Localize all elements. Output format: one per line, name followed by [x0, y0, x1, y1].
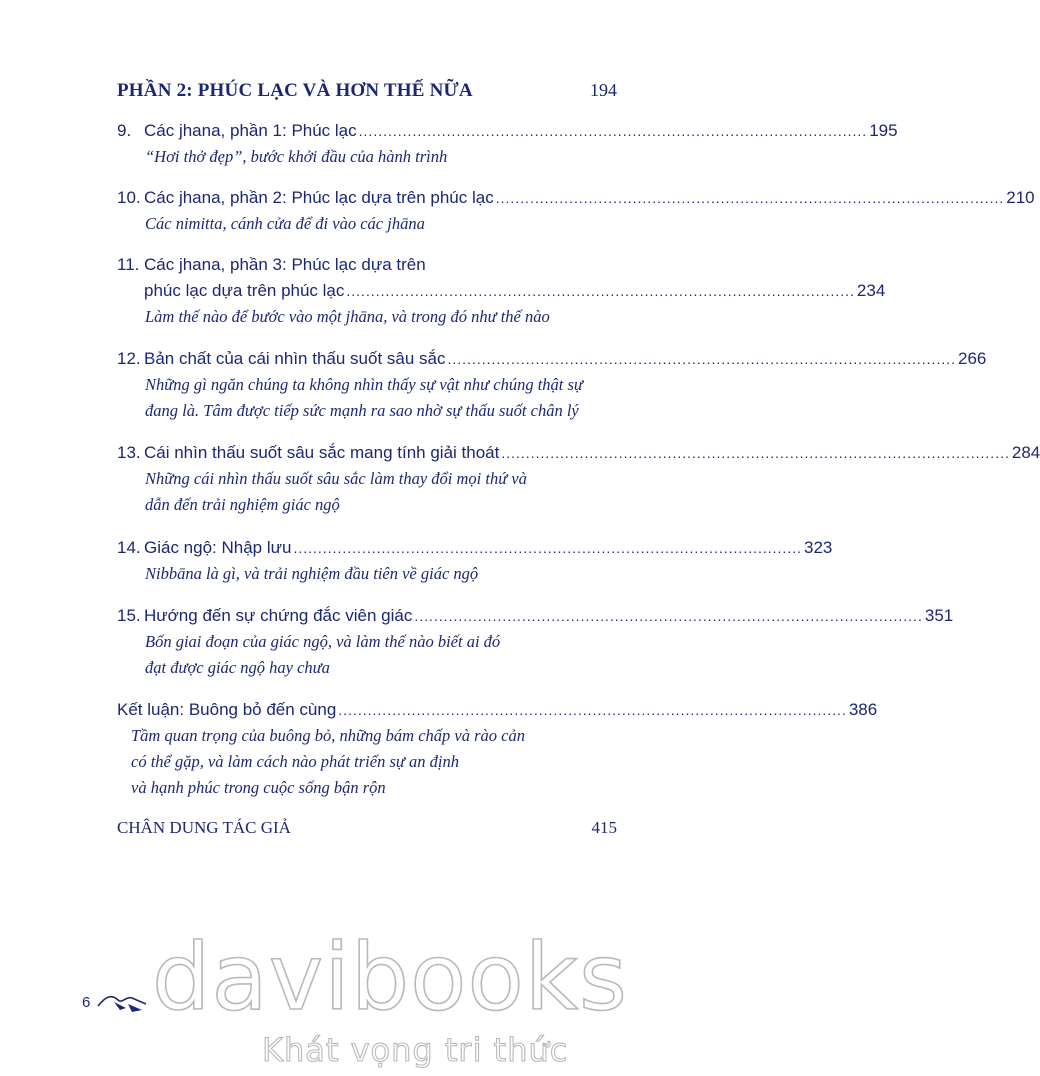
ornament-icon — [96, 990, 148, 1014]
part-page: 194 — [590, 80, 617, 100]
dot-leader: ........................................................................................................ — [414, 608, 923, 624]
toc-entry-10[interactable] — [117, 185, 1035, 237]
entry-number: 13. — [117, 443, 141, 462]
toc-entry-9[interactable] — [117, 118, 898, 170]
part-header — [117, 80, 617, 104]
toc-entry-15[interactable] — [117, 603, 954, 681]
entry-page: 266 — [958, 349, 987, 368]
entry-title: Kết luận: Buông bỏ đến cùng — [117, 700, 337, 719]
entry-subtitle: Những cái nhìn thấu suốt sâu sắc làm thay đổi mọi thứ và — [145, 469, 527, 488]
toc-entry-13[interactable] — [117, 440, 1040, 518]
entry-title: Bản chất của cái nhìn thấu suốt sâu sắc — [144, 349, 446, 368]
entry-subtitle: có thể gặp, và làm cách nào phát triển sự an định — [131, 752, 459, 771]
dot-leader: ........................................................................................................ — [358, 123, 868, 139]
entry-page: 234 — [856, 281, 886, 300]
entry-page: 284 — [1011, 443, 1040, 462]
entry-title: Hướng đến sự chứng đắc viên giác — [144, 606, 413, 625]
entry-page: 386 — [848, 700, 878, 719]
entry-page: 323 — [804, 538, 833, 557]
entry-subtitle: đang là. Tâm được tiếp sức mạnh ra sao nhờ sự thấu suốt chân lý — [145, 401, 579, 420]
watermark-brand: davibooks — [152, 924, 628, 1031]
entry-subtitle: đạt được giác ngộ hay chưa — [145, 658, 330, 677]
entry-subtitle: Làm thế nào để bước vào một jhāna, và trong đó như thế nào — [145, 307, 550, 326]
entry-subtitle: Các nimitta, cánh cửa để đi vào các jhāna — [145, 214, 425, 233]
entry-subtitle: dẫn đến trải nghiệm giác ngộ — [145, 495, 340, 514]
entry-page: 210 — [1006, 188, 1035, 207]
toc-entry-12[interactable] — [117, 346, 987, 424]
toc-entry-conclusion[interactable] — [117, 697, 878, 801]
dot-leader: ........................................................................................................ — [338, 702, 847, 718]
entry-title: Các jhana, phần 1: Phúc lạc — [144, 121, 357, 140]
entry-number: 11. — [117, 255, 140, 274]
author-page: 415 — [591, 818, 617, 837]
entry-number: 15. — [117, 606, 141, 625]
toc-entry-14[interactable] — [117, 535, 833, 587]
entry-number: 12. — [117, 349, 141, 368]
page-number: 6 — [82, 994, 91, 1011]
entry-number: 10. — [117, 188, 141, 207]
entry-subtitle: và hạnh phúc trong cuộc sống bận rộn — [131, 778, 386, 797]
entry-number: 14. — [117, 538, 141, 557]
dot-leader: ........................................................................................................ — [447, 351, 957, 367]
entry-title-line1: Các jhana, phần 3: Phúc lạc dựa trên — [144, 255, 426, 274]
entry-title: Các jhana, phần 2: Phúc lạc dựa trên phúc lạc — [144, 188, 494, 207]
entry-subtitle: Bốn giai đoạn của giác ngộ, và làm thế nào biết ai đó — [145, 632, 501, 651]
entry-page: 351 — [924, 606, 954, 625]
dot-leader: ........................................................................................................ — [293, 540, 802, 556]
entry-number: 9. — [117, 121, 132, 140]
entry-subtitle: Nibbāna là gì, và trải nghiệm đầu tiên về giác ngộ — [145, 564, 479, 583]
entry-title: Cái nhìn thấu suốt sâu sắc mang tính giải thoát — [144, 443, 500, 462]
entry-page: 195 — [869, 121, 898, 140]
entry-title: Giác ngộ: Nhập lưu — [144, 538, 292, 557]
dot-leader: ........................................................................................................ — [346, 283, 855, 299]
entry-title: phúc lạc dựa trên phúc lạc — [144, 281, 345, 300]
watermark-slogan: Khát vọng tri thức — [262, 1031, 569, 1069]
author-title: CHÂN DUNG TÁC GIẢ — [117, 818, 291, 837]
entry-subtitle: Tầm quan trọng của buông bỏ, những bám chấp và rào cản — [131, 726, 525, 745]
part-title: PHẦN 2: PHÚC LẠC VÀ HƠN THẾ NỮA — [117, 80, 473, 101]
entry-subtitle: “Hơi thở đẹp”, bước khởi đầu của hành trình — [145, 147, 448, 166]
dot-leader: ........................................................................................................ — [495, 190, 1005, 206]
entry-subtitle: Những gì ngăn chúng ta không nhìn thấy sự vật như chúng thật sự — [145, 375, 583, 394]
toc-entry-author[interactable] — [117, 818, 617, 844]
toc-entry-11[interactable] — [117, 252, 886, 330]
dot-leader: ........................................................................................................ — [501, 445, 1010, 461]
